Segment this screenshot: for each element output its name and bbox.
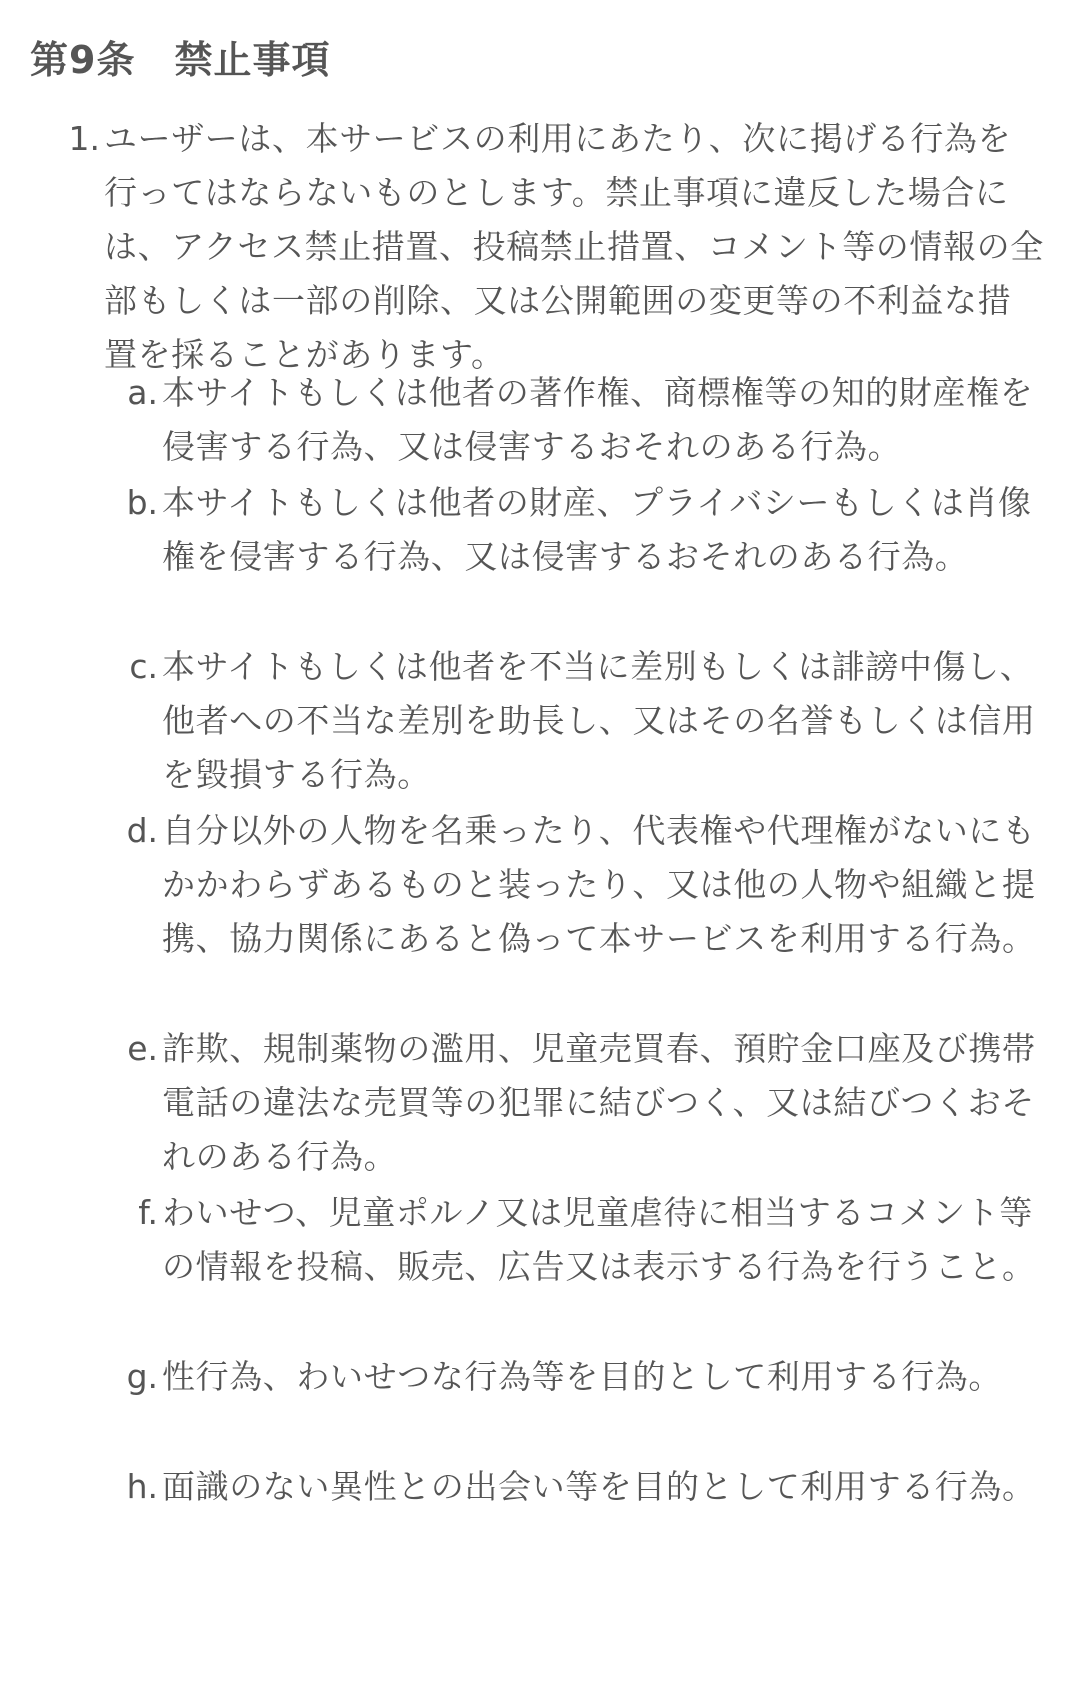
article-title: 第9条 禁止事項 <box>30 38 331 82</box>
sub-list-text: 本サイトもしくは他者を不当に差別もしくは誹謗中傷し、他者への不当な差別を助長し、又はその名誉もしくは信用を毀損する行為。 <box>162 647 1036 794</box>
sub-list-text: 本サイトもしくは他者の財産、プライバシーもしくは肖像権を侵害する行為、又は侵害するおそれのある行為。 <box>162 483 1032 576</box>
sub-list-text: 性行為、わいせつな行為等を目的として利用する行為。 <box>162 1357 1002 1396</box>
sub-list-text: 本サイトもしくは他者の著作権、商標権等の知的財産権を侵害する行為、又は侵害するおそれのある行為。 <box>162 373 1034 466</box>
sub-list-text: わいせつ、児童ポルノ又は児童虐待に相当するコメント等の情報を投稿、販売、広告又は表示する行為を行うこと。 <box>162 1193 1036 1286</box>
sub-list-text: 自分以外の人物を名乗ったり、代表権や代理権がないにもかかわらずあるものと装ったり、又は他の人物や組織と提携、協力関係にあると偽って本サービスを利用する行為。 <box>162 811 1036 958</box>
sub-list-text: 詐欺、規制薬物の濫用、児童売買春、預貯金口座及び携帯電話の違法な売買等の犯罪に結びつく、又は結びつくおそれのある行為。 <box>162 1029 1036 1176</box>
sub-list-letter: e. <box>127 1029 158 1068</box>
list-item-text: ユーザーは、本サービスの利用にあたり、次に掲げる行為を行ってはならないものとします。禁止事項に違反した場合には、アクセス禁止措置、投稿禁止措置、コメント等の情報の全部もしくは一部の削除、又は公開範囲の変更等の不利益な措置を採ることがあります。 <box>104 119 1044 374</box>
sub-list-letter: g. <box>126 1357 158 1396</box>
sub-list-letter: b. <box>126 483 158 522</box>
list-number: 1. <box>68 119 100 158</box>
sub-list-letter: a. <box>127 373 158 412</box>
sub-list-letter: d. <box>126 811 158 850</box>
sub-list-letter: f. <box>138 1193 158 1232</box>
sub-list-letter: c. <box>129 647 158 686</box>
sub-list-letter: h. <box>126 1467 158 1506</box>
sub-list-text: 面識のない異性との出会い等を目的として利用する行為。 <box>162 1467 1036 1506</box>
